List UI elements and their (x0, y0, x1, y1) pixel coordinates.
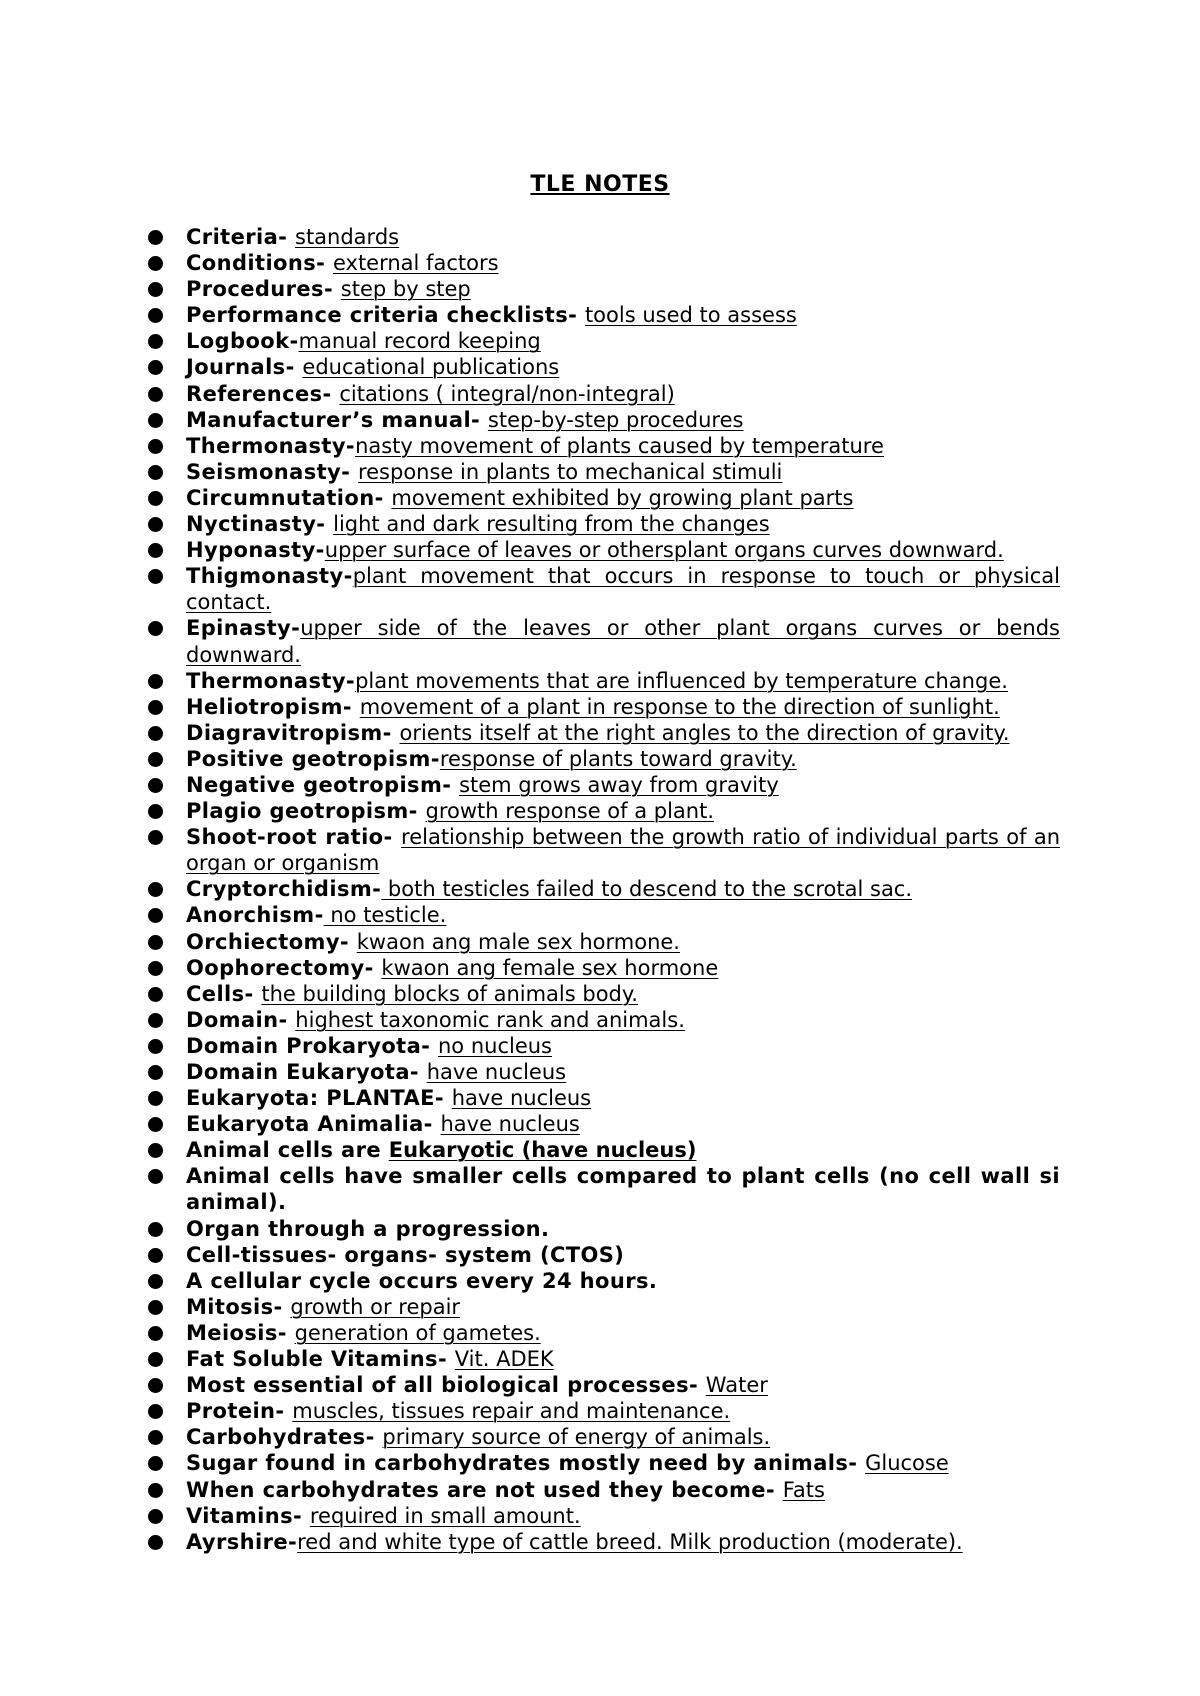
note-item (148, 1242, 1060, 1268)
note-term: References- (186, 381, 340, 406)
note-definition: manual record keeping (298, 329, 541, 354)
notes-list (148, 224, 1060, 1555)
note-term: Epinasty- (186, 616, 301, 641)
note-item (148, 929, 1060, 955)
bullet-icon (148, 282, 163, 297)
bullet-icon (148, 1378, 163, 1393)
note-item (148, 798, 1060, 824)
note-item (148, 772, 1060, 798)
bullet-icon (148, 674, 163, 689)
bullet-icon (148, 1300, 163, 1315)
note-item (148, 224, 1060, 250)
note-item (148, 902, 1060, 928)
bullet-icon (148, 961, 163, 976)
note-definition: light and dark resulting from the changes (333, 512, 770, 537)
bullet-icon (148, 987, 163, 1002)
bullet-icon (148, 1248, 163, 1263)
note-definition: generation of gametes. (294, 1320, 541, 1345)
note-definition: muscles, tissues repair and maintenance. (292, 1399, 731, 1424)
note-term: Procedures- (186, 277, 341, 302)
note-term: Organ through a progression. (186, 1216, 550, 1241)
note-item (148, 1216, 1060, 1242)
note-term: Plagio geotropism- (186, 799, 426, 824)
bullet-icon (148, 1143, 163, 1158)
note-term: Ayrshire- (186, 1529, 298, 1554)
bullet-icon (148, 804, 163, 819)
note-term: Thigmonasty- (186, 564, 353, 589)
note-item (148, 459, 1060, 485)
note-item (148, 381, 1060, 407)
note-definition: nasty movement of plants caused by temperature (355, 433, 884, 458)
note-definition: movement of a plant in response to the direction of sunlight. (359, 694, 1000, 719)
bullet-icon (148, 1091, 163, 1106)
note-term: Domain Prokaryota- (186, 1033, 438, 1058)
note-definition: Fats (782, 1477, 825, 1502)
note-definition: red and white type of cattle breed. Milk production (moderate). (297, 1529, 963, 1554)
bullet-icon (148, 1274, 163, 1289)
bullet-icon (148, 439, 163, 454)
note-term: Cryptorchidism- (186, 877, 382, 902)
note-definition: Water (705, 1373, 768, 1398)
note-term: Conditions- (186, 251, 333, 276)
bullet-icon (148, 569, 163, 584)
note-item (148, 1085, 1060, 1111)
note-definition: have nucleus (451, 1086, 592, 1111)
note-definition: step by step (340, 277, 471, 302)
note-item (148, 407, 1060, 433)
note-term: Nyctinasty- (186, 512, 334, 537)
note-term: Thermonasty- (186, 668, 356, 693)
bullet-icon (148, 700, 163, 715)
bullet-icon (148, 1013, 163, 1028)
note-term: Meiosis- (186, 1320, 295, 1345)
note-item (148, 955, 1060, 981)
note-term: Cells- (186, 981, 262, 1006)
bullet-icon (148, 1169, 163, 1184)
note-term: Fat Soluble Vitamins- (186, 1347, 455, 1372)
note-item (148, 328, 1060, 354)
note-term: Most essential of all biological processes- (186, 1373, 706, 1398)
note-definition: external factors (332, 251, 499, 276)
note-definition: tools used to assess (584, 303, 797, 328)
bullet-icon (148, 1222, 163, 1237)
bullet-icon (148, 1352, 163, 1367)
note-definition: required in small amount. (309, 1503, 581, 1528)
note-term: Domain- (186, 1007, 296, 1032)
note-term: Sugar found in carbohydrates mostly need by animals- (186, 1451, 866, 1476)
note-definition: movement exhibited by growing plant parts (391, 485, 854, 510)
note-term: Eukaryota: PLANTAE- (186, 1086, 452, 1111)
note-definition: no nucleus (438, 1033, 553, 1058)
note-term: Shoot-root ratio- (186, 825, 402, 850)
bullet-icon (148, 256, 163, 271)
note-definition: step-by-step procedures (487, 407, 744, 432)
bullet-icon (148, 1430, 163, 1445)
note-item (148, 668, 1060, 694)
note-item (148, 1033, 1060, 1059)
note-definition: growth response of a plant. (425, 799, 715, 824)
note-definition: educational publications (302, 355, 560, 380)
note-definition: both testicles failed to descend to the scrotal sac. (381, 877, 913, 902)
note-item (148, 720, 1060, 746)
bullet-icon (148, 1404, 163, 1419)
note-term: Anorchism- (186, 903, 324, 928)
bullet-icon (148, 1065, 163, 1080)
bullet-icon (148, 1483, 163, 1498)
note-item (148, 1477, 1060, 1503)
note-term: Thermonasty- (186, 433, 356, 458)
note-term: Journals- (186, 355, 303, 380)
bullet-icon (148, 752, 163, 767)
bullet-icon (148, 387, 163, 402)
note-definition: upper side of the leaves or other plant organs curves or bends downward. (186, 616, 1060, 667)
note-term: Circumnutation- (186, 485, 392, 510)
note-definition: the building blocks of animals body. (261, 981, 638, 1006)
note-definition: kwaon ang female sex hormone (381, 955, 719, 980)
bullet-icon (148, 1326, 163, 1341)
bullet-icon (148, 413, 163, 428)
note-definition: Vit. ADEK (454, 1347, 554, 1372)
note-definition: Glucose (865, 1451, 949, 1476)
note-definition: highest taxonomic rank and animals. (295, 1007, 685, 1032)
note-item (148, 485, 1060, 511)
bullet-icon (148, 1509, 163, 1524)
note-item (148, 1398, 1060, 1424)
note-item (148, 1163, 1060, 1215)
bullet-icon (148, 935, 163, 950)
note-term: Eukaryota Animalia- (186, 1112, 441, 1137)
note-definition: growth or repair (290, 1294, 461, 1319)
note-item (148, 1111, 1060, 1137)
note-item (148, 302, 1060, 328)
note-definition: standards (295, 225, 400, 249)
note-item (148, 1059, 1060, 1085)
note-definition: upper surface of leaves or othersplant organs curves downward. (324, 538, 1004, 563)
note-term: Protein- (186, 1399, 293, 1424)
bullet-icon (148, 517, 163, 532)
note-definition: plant movements that are influenced by temperature change. (355, 668, 1008, 693)
bullet-icon (148, 491, 163, 506)
note-item (148, 276, 1060, 302)
note-term: Animal cells are (186, 1138, 389, 1163)
note-item (148, 1529, 1060, 1555)
bullet-icon (148, 360, 163, 375)
note-definition: no testicle. (323, 903, 447, 928)
note-definition: kwaon ang male sex hormone. (356, 929, 680, 954)
bullet-icon (148, 830, 163, 845)
bullet-icon (148, 230, 163, 245)
note-definition: citations ( integral/non-integral) (339, 381, 675, 406)
bullet-icon (148, 1535, 163, 1550)
note-definition: plant movement that occurs in response to touch or physical contact. (186, 564, 1060, 615)
note-term: Oophorectomy- (186, 955, 382, 980)
note-term: Vitamins- (186, 1503, 310, 1528)
note-definition: have nucleus (440, 1112, 580, 1137)
note-definition: relationship between the growth ratio of individual parts of an organ or organism (186, 825, 1060, 876)
note-definition: primary source of energy of animals. (382, 1425, 771, 1450)
note-item (148, 537, 1060, 563)
note-item (148, 694, 1060, 720)
note-term: A cellular cycle occurs every 24 hours. (186, 1268, 658, 1293)
bullet-icon (148, 308, 163, 323)
note-term: Heliotropism- (186, 694, 360, 719)
note-term: Criteria- (186, 225, 295, 249)
note-item (148, 1372, 1060, 1398)
note-term: Logbook- (186, 329, 299, 354)
note-item (148, 250, 1060, 276)
note-definition: response of plants toward gravity. (439, 746, 797, 771)
note-term: Mitosis- (186, 1294, 291, 1319)
note-definition: orients itself at the right angles to the direction of gravity. (399, 720, 1010, 745)
note-term: Manufacturer’s manual- (186, 407, 488, 432)
bullet-icon (148, 882, 163, 897)
bullet-icon (148, 778, 163, 793)
note-item (148, 1294, 1060, 1320)
note-term: Negative geotropism- (186, 772, 460, 797)
bullet-icon (148, 1117, 163, 1132)
bullet-icon (148, 543, 163, 558)
note-item (148, 1268, 1060, 1294)
note-term: Performance criteria checklists- (186, 303, 585, 328)
bullet-icon (148, 1039, 163, 1054)
page-title: TLE NOTES (530, 172, 670, 197)
note-term: Orchiectomy- (186, 929, 357, 954)
note-item (148, 1346, 1060, 1372)
bullet-icon (148, 465, 163, 480)
note-item (148, 563, 1060, 615)
note-term: Hyponasty- (186, 538, 325, 563)
note-item (148, 433, 1060, 459)
note-term: Diagravitropism- (186, 720, 400, 745)
note-definition: response in plants to mechanical stimuli (357, 459, 783, 484)
note-item (148, 824, 1060, 876)
bullet-icon (148, 621, 163, 636)
note-term: Positive geotropism- (186, 746, 440, 771)
note-definition: Eukaryotic (have nucleus) (388, 1138, 697, 1163)
bullet-icon (148, 908, 163, 923)
note-term: Animal cells have smaller cells compared to plant cells (no cell wall si animal). (186, 1164, 1060, 1215)
note-item (148, 1007, 1060, 1033)
note-item (148, 1137, 1060, 1163)
bullet-icon (148, 334, 163, 349)
bullet-icon (148, 1456, 163, 1471)
note-item (148, 876, 1060, 902)
note-term: Carbohydrates- (186, 1425, 383, 1450)
note-item (148, 1450, 1060, 1476)
note-item (148, 354, 1060, 380)
note-definition: have nucleus (426, 1060, 567, 1084)
note-item (148, 1424, 1060, 1450)
note-term: When carbohydrates are not used they become- (186, 1477, 783, 1502)
note-item (148, 1503, 1060, 1529)
note-definition: stem grows away from gravity (459, 772, 779, 797)
note-item (148, 746, 1060, 772)
note-term: Seismonasty- (186, 459, 358, 484)
bullet-icon (148, 726, 163, 741)
note-term: Cell-tissues- organs- system (CTOS) (186, 1242, 625, 1267)
note-item (148, 615, 1060, 667)
note-term: Domain Eukaryota- (186, 1060, 427, 1084)
note-item (148, 1320, 1060, 1346)
note-item (148, 511, 1060, 537)
note-item (148, 981, 1060, 1007)
